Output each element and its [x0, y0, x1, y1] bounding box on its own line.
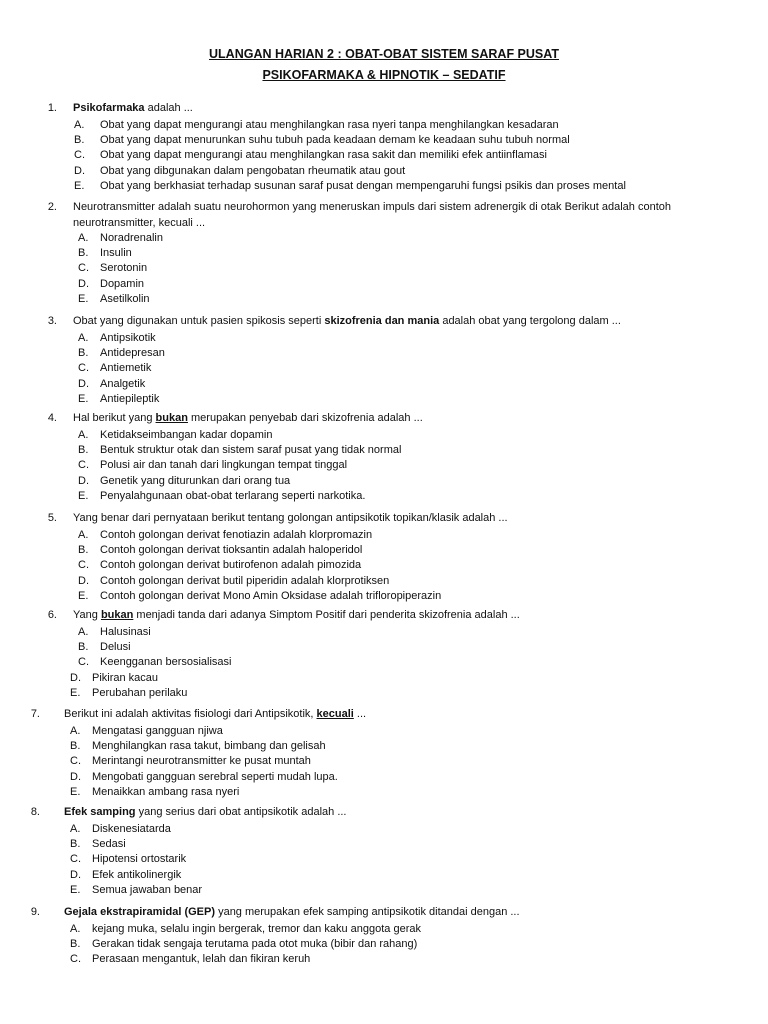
question-text-segment: Yang	[73, 609, 101, 621]
option-text: Mengatasi gangguan njiwa	[92, 725, 223, 737]
option-text: Delusi	[100, 641, 131, 654]
option-letter: C.	[78, 656, 89, 669]
option-text: Sedasi	[92, 838, 126, 851]
question-text-segment: kecuali	[316, 708, 354, 720]
option-text: Keengganan bersosialisasi	[100, 656, 232, 669]
question-text-segment: Yang benar dari pernyataan berikut tentang golongan antipsikotik topikan/klasik adalah ...	[73, 512, 508, 524]
option-letter: B.	[78, 444, 89, 457]
option-letter: E.	[70, 686, 81, 699]
question-text-segment: bukan	[155, 412, 188, 424]
question-text-segment: Obat yang digunakan untuk pasien spikosis seperti	[73, 315, 325, 327]
option-text: Bentuk struktur otak dan sistem saraf pusat yang tidak normal	[100, 444, 402, 457]
question-text-segment: yang serius dari obat antipsikotik adalah ...	[135, 806, 347, 818]
option-letter: B.	[74, 134, 85, 147]
question-number: 4.	[47, 412, 57, 424]
option-letter: C.	[70, 755, 81, 768]
option-text: Merintangi neurotransmitter ke pusat muntah	[92, 755, 311, 768]
option-text: Perasaan mengantuk, lelah dan fikiran keruh	[92, 953, 311, 966]
question-text-segment: bukan	[100, 609, 134, 621]
option-text: Genetik yang diturunkan dari orang tua	[100, 474, 291, 487]
question-text-segment: Gejala ekstrapiramidal (GEP)	[64, 906, 216, 918]
question-text-segment: Efek samping	[64, 806, 136, 818]
option-letter: A.	[70, 923, 81, 935]
option-letter: E.	[78, 392, 89, 405]
question-text-segment: Psikofarmaka	[73, 102, 145, 114]
question-number: 2.	[47, 201, 57, 213]
option-letter: B.	[78, 544, 89, 557]
option-letter: B.	[70, 838, 81, 851]
option-text: Semua jawaban benar	[92, 883, 203, 896]
option-text: Dopamin	[100, 277, 145, 290]
option-letter: E.	[78, 589, 89, 602]
option-text: Contoh golongan derivat Mono Amin Oksidase adalah trifloropiperazin	[100, 589, 442, 602]
option-letter: E.	[70, 785, 81, 798]
option-text: Asetilkolin	[100, 292, 150, 305]
question-text-segment: Neurotransmitter adalah suatu neurohormon yang meneruskan impuls dari sistem adrenergik di otak Berikut adalah contoh	[73, 201, 671, 213]
option-letter: D.	[78, 474, 89, 487]
document-subtitle: PSIKOFARMAKA & HIPNOTIK – SEDATIF	[262, 68, 506, 82]
option-letter: A.	[78, 232, 89, 244]
question-text	[64, 707, 366, 722]
question-text	[73, 200, 671, 215]
option-text: Antiemetik	[100, 362, 152, 375]
option-letter: A.	[74, 119, 85, 131]
option-text: kejang muka, selalu ingin bergerak, tremor dan kaku anggota gerak	[92, 923, 421, 935]
question-text	[73, 314, 621, 329]
question-number: 3.	[47, 315, 57, 327]
option-text: Contoh golongan derivat butil piperidin adalah klorprotiksen	[100, 574, 390, 587]
option-letter: D.	[78, 277, 89, 290]
option-letter: A.	[78, 529, 89, 541]
option-text: Ketidakseimbangan kadar dopamin	[100, 429, 273, 441]
question-text-segment: adalah obat yang tergolong dalam ...	[439, 315, 621, 327]
question-text-segment: yang merupakan efek samping antipsikotik ditandai dengan ...	[215, 906, 520, 918]
question-text	[64, 905, 520, 920]
option-letter: B.	[70, 740, 81, 753]
option-letter: D.	[70, 770, 81, 783]
option-letter: E.	[74, 179, 85, 192]
option-text: Analgetik	[100, 377, 146, 390]
option-text: Insulin	[100, 247, 132, 260]
question-text-segment: menjadi tanda dari adanya Simptom Positif dari penderita skizofrenia adalah ...	[133, 609, 520, 621]
option-text: Obat yang dapat menurunkan suhu tubuh pada keadaan demam ke keadaan suhu tubuh normal	[100, 134, 570, 147]
option-text: Obat yang berkhasiat terhadap susunan saraf pusat dengan mempengaruhi fungsi psikis dan proses mental	[100, 179, 626, 192]
question-text	[73, 411, 423, 426]
option-letter: B.	[70, 938, 81, 951]
option-text: Penyalahgunaan obat-obat terlarang seperti narkotika.	[100, 489, 366, 502]
question-text-segment: merupakan penyebab dari skizofrenia adalah ...	[187, 412, 423, 424]
option-letter: A.	[78, 332, 89, 344]
option-letter: D.	[74, 164, 85, 177]
option-text: Efek antikolinergik	[92, 868, 182, 881]
option-text: Noradrenalin	[100, 232, 163, 244]
option-letter: C.	[70, 853, 81, 866]
option-text: Contoh golongan derivat fenotiazin adalah klorpromazin	[100, 529, 373, 541]
option-text: Diskenesiatarda	[92, 823, 171, 835]
option-letter: E.	[78, 489, 89, 502]
option-letter: E.	[78, 292, 89, 305]
question-text	[64, 805, 347, 820]
option-text: Contoh golongan derivat tioksantin adalah haloperidol	[100, 544, 363, 557]
question-number: 1.	[47, 102, 57, 114]
option-letter: C.	[78, 262, 89, 275]
question-text-segment: skizofrenia dan mania	[324, 315, 440, 327]
question-text	[73, 511, 508, 526]
option-letter: A.	[78, 626, 89, 638]
question-number: 7.	[30, 708, 40, 720]
option-text: Menaikkan ambang rasa nyeri	[92, 785, 240, 798]
option-text: Menghilangkan rasa takut, bimbang dan gelisah	[92, 740, 326, 753]
option-text: Obat yang dapat mengurangi atau menghilangkan rasa nyeri tanpa menghilangkan kesadaran	[100, 119, 559, 131]
option-letter: C.	[74, 149, 85, 162]
option-text: Obat yang dapat mengurangi atau menghilangkan rasa sakit dan memiliki efek antiinflamasi	[100, 149, 547, 162]
option-letter: A.	[70, 823, 81, 835]
question-number: 6.	[47, 609, 57, 621]
question-number: 9.	[30, 906, 40, 918]
option-text: Mengobati gangguan serebral seperti mudah lupa.	[92, 770, 338, 783]
option-letter: D.	[70, 868, 81, 881]
option-letter: C.	[78, 559, 89, 572]
question-text	[73, 608, 520, 623]
option-letter: C.	[78, 362, 89, 375]
option-text: Contoh golongan derivat butirofenon adalah pimozida	[100, 559, 362, 572]
option-letter: A.	[78, 429, 89, 441]
option-letter: A.	[70, 725, 81, 737]
question-text-segment: adalah ...	[144, 102, 193, 114]
document-title: ULANGAN HARIAN 2 : OBAT-OBAT SISTEM SARAF PUSAT	[209, 47, 559, 61]
question-text-segment: Berikut ini adalah aktivitas fisiologi dari Antipsikotik,	[64, 708, 317, 720]
option-text: Obat yang dibgunakan dalam pengobatan rheumatik atau gout	[100, 164, 406, 177]
option-text: Antidepresan	[100, 347, 165, 360]
option-text: Pikiran kacau	[92, 671, 159, 684]
option-letter: D.	[78, 574, 89, 587]
option-text: Hipotensi ortostarik	[92, 853, 187, 866]
option-letter: D.	[70, 671, 81, 684]
option-text: Antipsikotik	[100, 332, 156, 344]
question-text-continued: neurotransmitter, kecuali ...	[73, 217, 206, 229]
option-text: Perubahan perilaku	[92, 686, 188, 699]
option-text: Serotonin	[100, 262, 148, 275]
option-text: Polusi air dan tanah dari lingkungan tempat tinggal	[100, 459, 348, 472]
option-letter: E.	[70, 883, 81, 896]
question-text-segment: Hal berikut yang	[73, 412, 156, 424]
option-text: Gerakan tidak sengaja terutama pada otot muka (bibir dan rahang)	[92, 938, 418, 951]
option-letter: D.	[78, 377, 89, 390]
option-letter: B.	[78, 247, 89, 260]
option-letter: B.	[78, 641, 89, 654]
option-text: Antiepileptik	[100, 392, 160, 405]
option-letter: C.	[78, 459, 89, 472]
option-letter: B.	[78, 347, 89, 360]
option-text: Halusinasi	[100, 626, 151, 638]
question-text-segment: ...	[353, 708, 367, 720]
option-letter: C.	[70, 953, 81, 966]
question-text	[73, 101, 193, 116]
question-number: 8.	[30, 806, 40, 818]
question-number: 5.	[47, 512, 57, 524]
